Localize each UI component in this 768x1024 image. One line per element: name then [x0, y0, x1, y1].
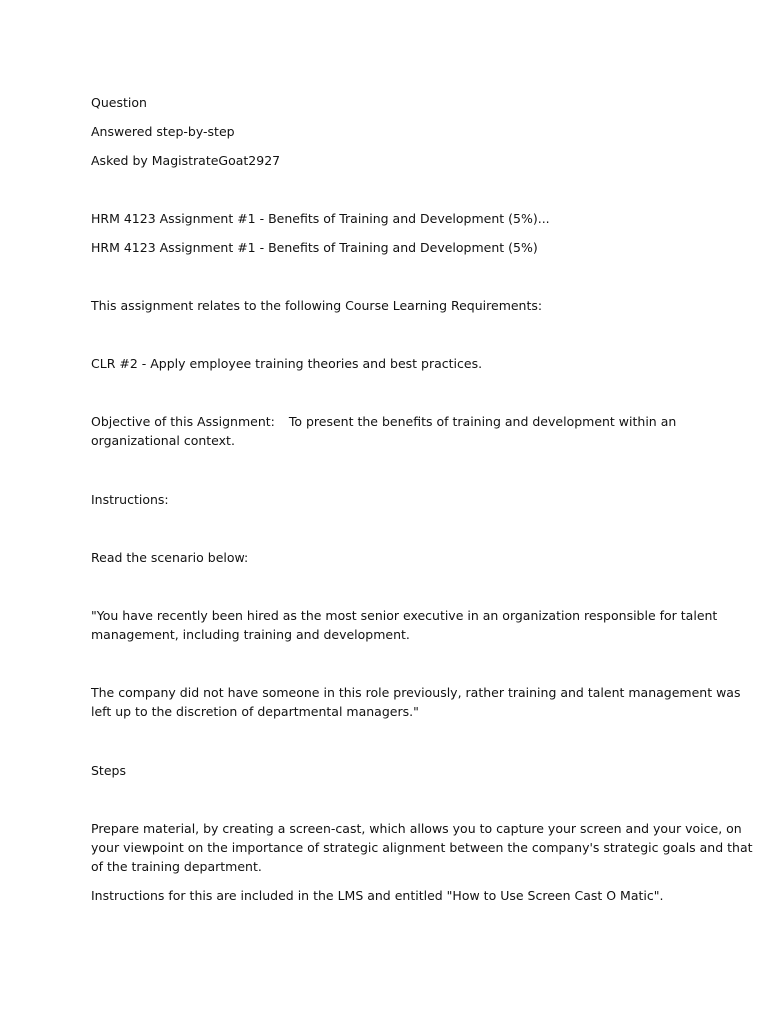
scenario-paragraph-1 — [91, 606, 718, 644]
objective-text: To present the benefits of training and development within an — [288, 414, 677, 429]
scenario-paragraph-2 — [91, 683, 741, 721]
scenario-p2-line-1: The company did not have someone in this role previously, rather training and talent management was — [91, 685, 741, 700]
clr-intro: This assignment relates to the following Course Learning Requirements: — [91, 298, 543, 313]
steps-heading: Steps — [91, 763, 126, 778]
asked-by: Asked by MagistrateGoat2927 — [91, 153, 281, 168]
instructions-heading: Instructions: — [91, 492, 169, 507]
scenario-p1-line-2: management, including training and development. — [91, 627, 410, 642]
objective-label: Objective of this Assignment: — [91, 414, 275, 429]
prepare-line-3: of the training department. — [91, 859, 262, 874]
prepare-paragraph — [91, 819, 753, 876]
read-scenario: Read the scenario below: — [91, 550, 249, 565]
clr-2: CLR #2 - Apply employee training theories and best practices. — [91, 356, 483, 371]
assignment-title: HRM 4123 Assignment #1 - Benefits of Training and Development (5%) — [91, 240, 538, 255]
prepare-line-2: your viewpoint on the importance of strategic alignment between the company's strategic goals and that — [91, 840, 753, 855]
lms-instructions: Instructions for this are included in the LMS and entitled "How to Use Screen Cast O Matic". — [91, 888, 664, 903]
answered-label: Answered step-by-step — [91, 124, 235, 139]
objective-paragraph — [91, 412, 691, 450]
assignment-title-truncated: HRM 4123 Assignment #1 - Benefits of Training and Development (5%)... — [91, 211, 550, 226]
objective-line-1 — [91, 412, 691, 431]
scenario-p1-line-1: "You have recently been hired as the most senior executive in an organization responsible for talent — [91, 608, 718, 623]
objective-line-2: organizational context. — [91, 433, 235, 448]
scenario-p2-line-2: left up to the discretion of departmental managers." — [91, 704, 419, 719]
prepare-line-1: Prepare material, by creating a screen-cast, which allows you to capture your screen and your voice, on — [91, 821, 742, 836]
question-label: Question — [91, 95, 147, 110]
